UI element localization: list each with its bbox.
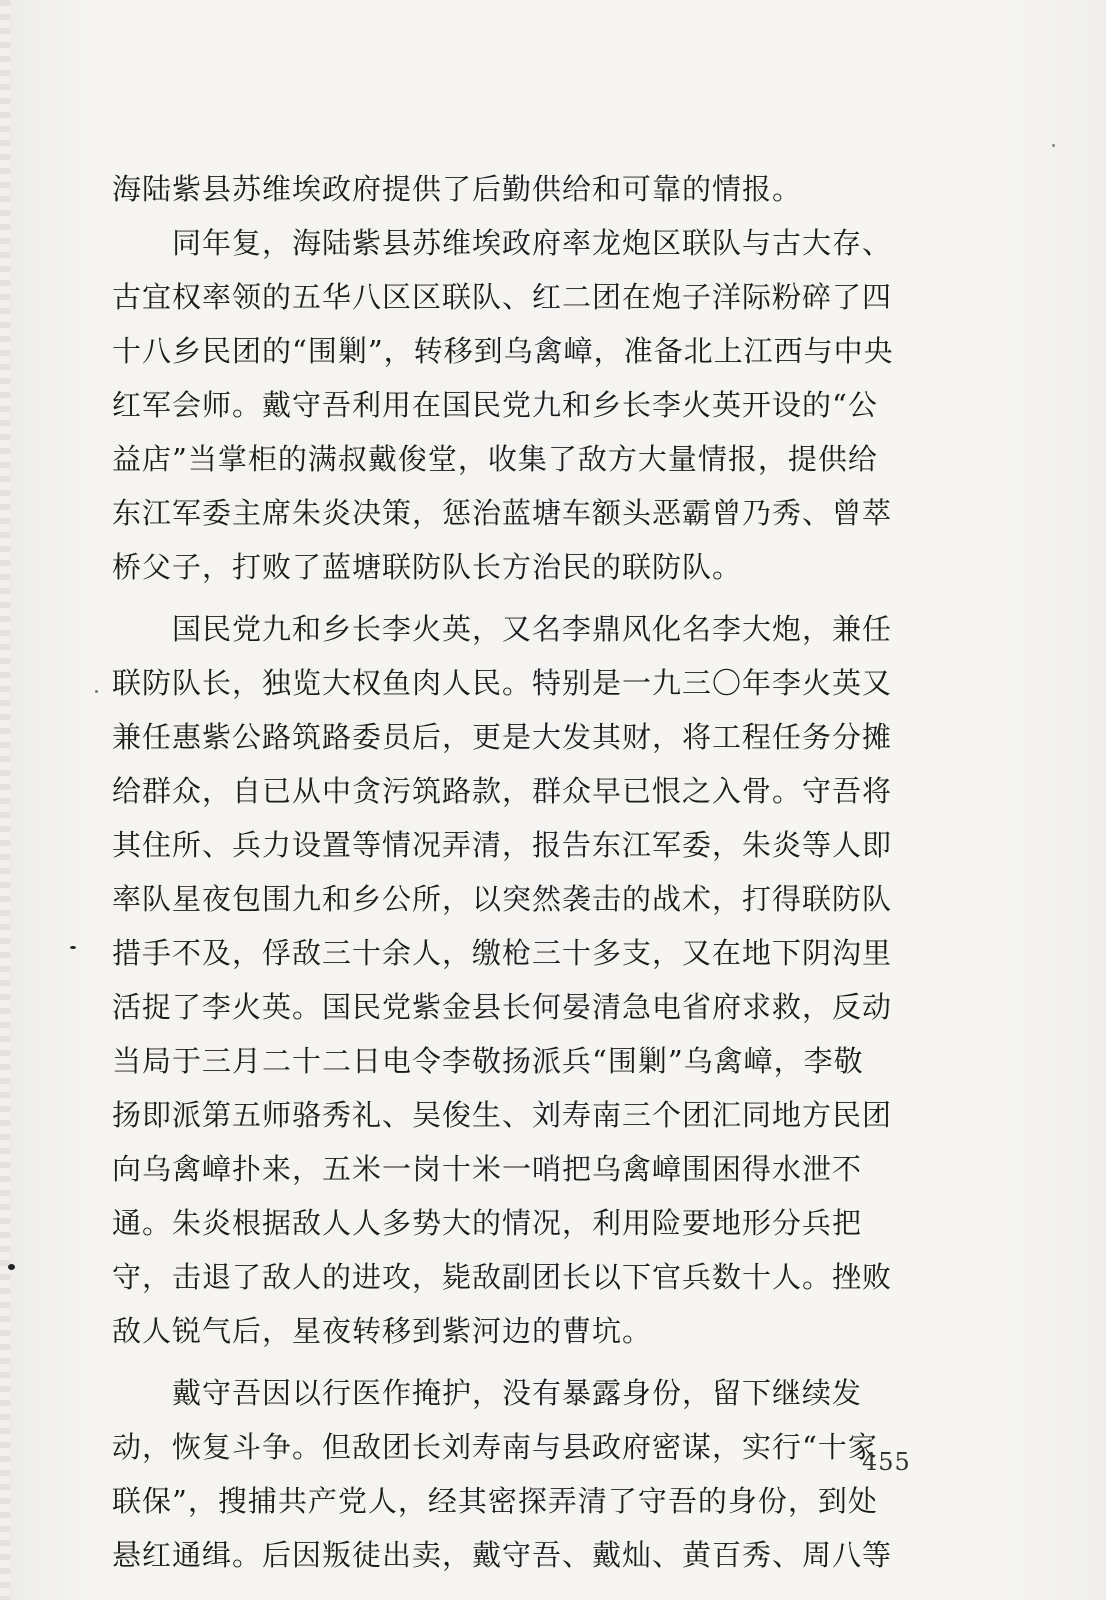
text-line: 古宜权率领的五华八区区联队、红二团在炮子洋际粉碎了四 — [112, 280, 893, 314]
text-line: 益店”当掌柜的满叔戴俊堂，收集了敌方大量情报，提供给 — [112, 442, 878, 476]
text-line: 动，恢复斗争。但敌团长刘寿南与县政府密谋，实行“十家 — [112, 1430, 878, 1464]
paragraph — [112, 602, 972, 1358]
text-line: 当局于三月二十二日电令李敬扬派兵“围剿”乌禽嶂，李敬 — [112, 1044, 864, 1078]
text-line: 海陆紫县苏维埃政府提供了后勤供给和可靠的情报。 — [112, 172, 803, 206]
text-line: 其住所、兵力设置等情况弄清，报告东江军委，朱炎等人即 — [112, 828, 893, 862]
scan-speck — [95, 690, 98, 693]
text-line: 给群众，自已从中贪污筑路款，群众早已恨之入骨。守吾将 — [112, 774, 893, 808]
body-text — [112, 162, 972, 1582]
scan-speck — [8, 1264, 15, 1270]
text-line: 通。朱炎根据敌人人多势大的情况，利用险要地形分兵把 — [112, 1206, 863, 1240]
text-line: 联防队长，独览大权鱼肉人民。特别是一九三〇年李火英又 — [112, 666, 893, 700]
text-line: 联保”，搜捕共产党人，经其密探弄清了守吾的身份，到处 — [112, 1484, 878, 1518]
text-line: 桥父子，打败了蓝塘联防队长方治民的联防队。 — [112, 550, 743, 584]
paragraph — [112, 1366, 972, 1582]
text-line: 措手不及，俘敌三十余人，缴枪三十多支，又在地下阴沟里 — [112, 936, 893, 970]
paragraph-gap — [112, 594, 972, 602]
text-line: 守，击退了敌人的进攻，毙敌副团长以下官兵数十人。挫败 — [112, 1260, 893, 1294]
text-line: 扬即派第五师骆秀礼、吴俊生、刘寿南三个团汇同地方民团 — [112, 1098, 893, 1132]
text-line: 同年复，海陆紫县苏维埃政府率龙炮区联队与古大存、 — [112, 226, 893, 260]
text-line: 悬红通缉。后因叛徒出卖，戴守吾、戴灿、黄百秀、周八等 — [112, 1538, 893, 1572]
text-line: 国民党九和乡长李火英，又名李鼎风化名李大炮，兼任 — [112, 612, 893, 646]
page-left-edge — [0, 0, 10, 1600]
paragraph — [112, 216, 972, 594]
text-line: 敌人锐气后，星夜转移到紫河边的曹坑。 — [112, 1314, 653, 1348]
paragraph-gap — [112, 1358, 972, 1366]
text-line: 十八乡民团的“围剿”，转移到乌禽嶂，准备北上江西与中央 — [112, 334, 894, 368]
text-line: 向乌禽嶂扑来，五米一岗十米一哨把乌禽嶂围困得水泄不 — [112, 1152, 863, 1186]
scan-speck — [70, 946, 76, 949]
page-number: 455 — [862, 1448, 911, 1476]
text-line: 活捉了李火英。国民党紫金县长何晏清急电省府求救，反动 — [112, 990, 893, 1024]
text-line: 率队星夜包围九和乡公所，以突然袭击的战术，打得联防队 — [112, 882, 893, 916]
text-line: 戴守吾因以行医作掩护，没有暴露身份，留下继续发 — [112, 1376, 863, 1410]
paragraph — [112, 162, 972, 216]
text-line: 兼任惠紫公路筑路委员后，更是大发其财，将工程任务分摊 — [112, 720, 893, 754]
scan-speck — [1052, 144, 1055, 147]
text-line: 东江军委主席朱炎决策，惩治蓝塘车额头恶霸曾乃秀、曾萃 — [112, 496, 893, 530]
text-line: 红军会师。戴守吾利用在国民党九和乡长李火英开设的“公 — [112, 388, 878, 422]
